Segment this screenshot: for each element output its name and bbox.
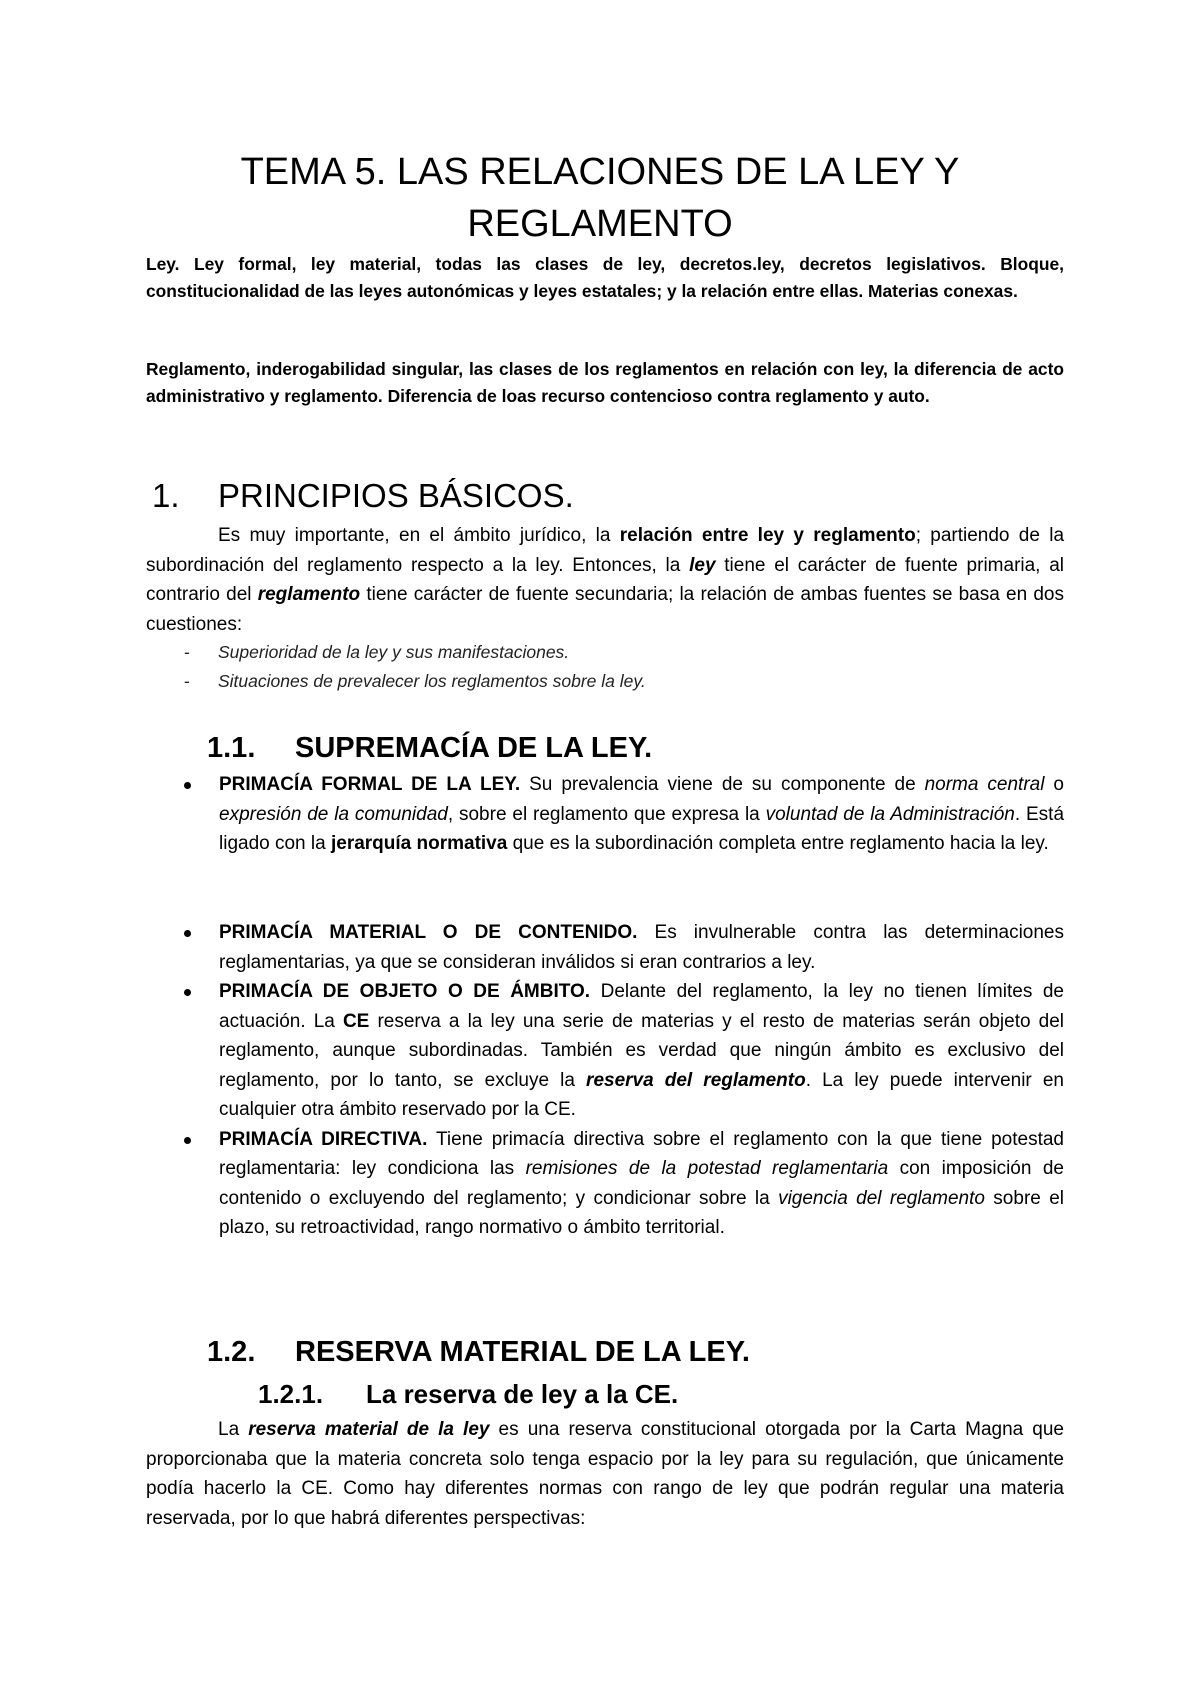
title-line-2: REGLAMENTO — [467, 203, 733, 245]
text-run: es una reserva constitucional otorgada por la Carta Magna que proporcionaba que la materia concreta solo tenga espacio por la ley para su regulación, que únicamente podía hacerlo la CE. Como hay diferentes normas con rango de ley que podrán regular una materia reservada, por lo que habrá diferentes perspectivas: — [146, 1419, 1065, 1529]
text-run: sobre el plazo, su retroactividad, rango normativo o ámbito territorial. — [219, 1187, 1064, 1238]
section-1-heading — [152, 476, 574, 516]
text-run: Es muy importante, en el ámbito jurídico, la — [218, 525, 620, 546]
text-run: Su prevalencia viene de su componente de — [520, 774, 925, 795]
section-1-2-1-heading — [258, 1377, 678, 1411]
bold-run: relación entre ley y reglamento — [619, 525, 916, 546]
section-1-2-1-paragraph — [146, 1415, 1064, 1533]
bold-run: PRIMACÍA DE OBJETO O DE ÁMBITO. — [219, 981, 591, 1002]
text-run: Delante del reglamento, la ley no tienen límites de actuación. La — [219, 981, 1064, 1032]
section-1-2-heading — [207, 1334, 750, 1370]
bullet-icon — [184, 989, 191, 996]
list-item: - Situaciones de prevalecer los reglamentos sobre la ley. — [184, 671, 646, 691]
italic-run: vigencia del reglamento — [778, 1187, 985, 1209]
document-title — [90, 146, 1110, 250]
intro-paragraph-ley: Ley. Ley formal, ley material, todas las clases de ley, decretos.ley, decretos legislativos. Bloque, constitucionalidad de las leyes autonómicas y leyes estatales; y la relación entre ellas. Materias conexas. — [146, 254, 1064, 301]
bold-italic-run: reserva del reglamento — [586, 1069, 806, 1091]
italic-run: norma central — [924, 774, 1045, 795]
bold-italic-run: ley — [689, 554, 716, 576]
text-run: que es la subordinación completa entre reglamento hacia la ley. — [507, 833, 1049, 854]
text-run: Es invulnerable contra las determinaciones reglamentarias, ya que se consideran inválidos si eran contrarios a ley. — [219, 922, 1064, 973]
section-1-number: 1. — [152, 477, 180, 514]
section-1-paragraph — [146, 521, 1064, 639]
text-run: . Está ligado con la — [219, 803, 1065, 854]
text-run: reserva a la ley una serie de materias y el resto de materias serán objeto del reglamento, aunque subordinadas. También es verdad que ningún ámbito es exclusivo del reglamento, por lo tanto, se excluye la — [219, 1010, 1064, 1091]
bold-run: jerarquía normativa — [330, 833, 508, 854]
text-run: Tiene primacía directiva sobre el reglamento con la que tiene potestad reglamentaria: ley condiciona las — [219, 1128, 1064, 1179]
bullet-icon — [184, 782, 191, 789]
section-1-2-number: 1.2. — [207, 1336, 256, 1368]
text-run: con imposición de contenido o excluyendo del reglamento; y condicionar sobre la — [219, 1158, 1064, 1209]
intro-paragraph-reglamento: Reglamento, inderogabilidad singular, las clases de los reglamentos en relación con ley, la diferencia de acto administrativo y reglamento. Diferencia de loas recurso contencioso contra reglamento y auto. — [146, 359, 1064, 406]
text-run: ; partiendo de la subordinación del reglamento respecto a la ley. Entonces, la — [146, 525, 1065, 576]
list-item-text: Superioridad de la ley y sus manifestaciones. — [218, 642, 570, 662]
text-run: La — [218, 1419, 249, 1440]
italic-run: voluntad de la Administración — [765, 803, 1015, 825]
bold-run: PRIMACÍA FORMAL DE LA LEY. — [219, 774, 521, 795]
title-line-1: TEMA 5. LAS RELACIONES DE LA LEY Y — [240, 151, 960, 193]
section-1-2-1-number: 1.2.1. — [258, 1379, 324, 1409]
italic-run: expresión de la comunidad — [219, 803, 448, 825]
text-run: . La ley puede intervenir en cualquier otra ámbito reservado por la CE. — [219, 1069, 1064, 1120]
list-item-primacia-formal — [146, 770, 1064, 859]
bullet-icon — [184, 1137, 191, 1144]
bold-italic-run: reglamento — [257, 584, 361, 605]
bold-run: PRIMACÍA DIRECTIVA. — [219, 1128, 428, 1150]
bold-run: PRIMACÍA MATERIAL O DE CONTENIDO. — [219, 922, 638, 943]
section-1-2-title: RESERVA MATERIAL DE LA LEY. — [295, 1336, 750, 1368]
bold-italic-run: reserva material de la ley — [248, 1419, 490, 1440]
text-run: tiene carácter de fuente secundaria; la relación de ambas fuentes se basa en dos cuestiones: — [146, 584, 1064, 635]
section-1-1-number: 1.1. — [207, 732, 256, 764]
bullet-list-primacias — [146, 770, 1064, 859]
list-item: - Superioridad de la ley y sus manifestaciones. — [184, 642, 570, 662]
section-1-title: PRINCIPIOS BÁSICOS. — [218, 477, 574, 514]
text-run: o — [1044, 774, 1064, 795]
dash-list — [146, 638, 1064, 696]
text-run: , sobre el reglamento que expresa la — [447, 803, 766, 825]
section-1-2-1-title: La reserva de ley a la CE. — [366, 1379, 679, 1409]
section-1-1-title: SUPREMACÍA DE LA LEY. — [295, 732, 653, 764]
section-1-1-heading — [207, 730, 652, 766]
list-item-text: Situaciones de prevalecer los reglamentos sobre la ley. — [218, 671, 646, 691]
bullet-list-primacias-continued — [146, 918, 1064, 1243]
bullet-icon — [184, 930, 191, 937]
list-item-primacia-objeto — [146, 977, 1064, 1125]
text-run: tiene el carácter de fuente primaria, al contrario del — [146, 554, 1064, 605]
bold-run: CE — [342, 1010, 370, 1032]
list-item-primacia-directiva — [146, 1125, 1064, 1243]
list-item-primacia-material — [146, 918, 1064, 977]
italic-run: remisiones de la potestad reglamentaria — [525, 1158, 889, 1179]
